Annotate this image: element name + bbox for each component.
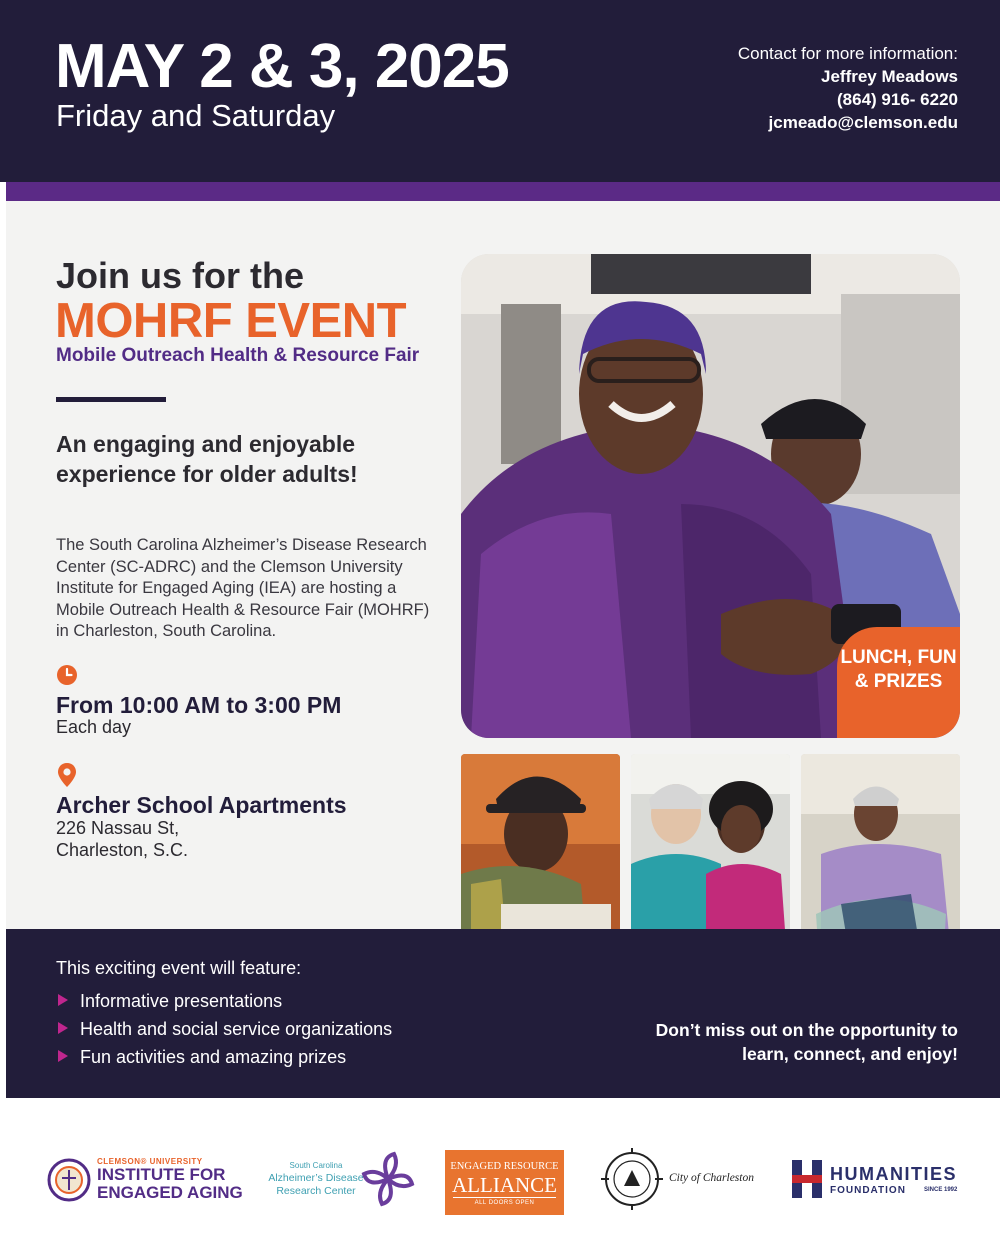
venue-name: Archer School Apartments [56,792,347,818]
event-description: The South Carolina Alzheimer’s Disease Research Center (SC-ADRC) and the Clemson University Institute for Engaged Aging (IEA) are hosting a Mobile Outreach Health & Resource Fair (MOHRF) in Charleston, South Carolina. [56,536,430,640]
sponsor-footer [0,1098,1000,1259]
city-seal-icon [597,1146,667,1212]
adrc-small-text: South Carolina [289,1161,343,1170]
bullet-triangle-icon [58,994,68,1006]
contact-phone[interactable]: (864) 916- 6220 [837,90,958,109]
humanities-line2: FOUNDATION [830,1185,906,1196]
feature-item [58,1047,346,1068]
era-divider [453,1197,556,1198]
bullet-triangle-icon [58,1022,68,1034]
city-name: City of Charleston [669,1172,754,1184]
era-line3: ALL DOORS OPEN [474,1200,535,1206]
iea-logo [47,1155,252,1205]
iea-seal-icon [47,1158,91,1202]
event-title: MOHRF EVENT [55,294,407,348]
engaged-resource-alliance-logo [445,1150,564,1215]
era-line2: ALLIANCE [452,1173,557,1197]
event-date: MAY 2 & 3, 2025 [55,32,509,101]
contact-name: Jeffrey Meadows [821,67,958,86]
iea-small-text: CLEMSON® UNIVERSITY [97,1157,203,1166]
era-line1: ENGAGED RESOURCE [450,1161,559,1172]
header-banner [0,0,1000,182]
lunch-fun-prizes-badge: LUNCH, FUN & PRIZES [837,627,960,738]
feature-item [58,1019,392,1040]
venue-address-line1: 226 Nassau St, [56,818,180,838]
contact-label: Contact for more information: [737,44,958,63]
heading-rule [56,397,166,402]
iea-line2: ENGAGED AGING [97,1183,243,1202]
features-title: This exciting event will feature: [56,958,302,978]
adrc-pinwheel-icon [360,1150,416,1208]
humanities-since: SINCE 1992 [924,1187,958,1193]
clock-icon [56,664,78,686]
sc-adrc-logo [264,1148,418,1210]
event-tagline: An engaging and enjoyable experience for older adults! [56,431,358,487]
event-time-note: Each day [56,717,132,737]
humanities-line1: HUMANITIES [830,1164,957,1184]
event-time: From 10:00 AM to 3:00 PM [56,692,342,718]
call-to-action: Don’t miss out on the opportunity to learn, connect, and enjoy! [655,1020,958,1064]
feature-item-text: Informative presentations [80,991,283,1011]
bullet-triangle-icon [58,1050,68,1062]
feature-item-text: Health and social service organizations [80,1019,393,1039]
features-panel [6,929,1000,1098]
event-days: Friday and Saturday [56,98,336,133]
feature-item-text: Fun activities and amazing prizes [80,1047,347,1067]
adrc-line1: Alzheimer’s Disease [268,1172,364,1184]
adrc-line2: Research Center [276,1185,356,1197]
event-subtitle: Mobile Outreach Health & Resource Fair [56,345,420,366]
purple-divider [6,182,1000,201]
humanities-foundation-logo [792,1158,964,1202]
humanities-h-icon [792,1160,822,1198]
iea-line1: INSTITUTE FOR [97,1165,226,1184]
contact-email[interactable]: jcmeado@clemson.edu [768,113,958,132]
contact-block [738,42,958,134]
location-pin-icon [56,762,78,788]
feature-item [58,991,282,1012]
city-of-charleston-logo [597,1146,769,1212]
venue-address-line2: Charleston, S.C. [56,840,189,860]
intro-heading: Join us for the [56,255,305,296]
